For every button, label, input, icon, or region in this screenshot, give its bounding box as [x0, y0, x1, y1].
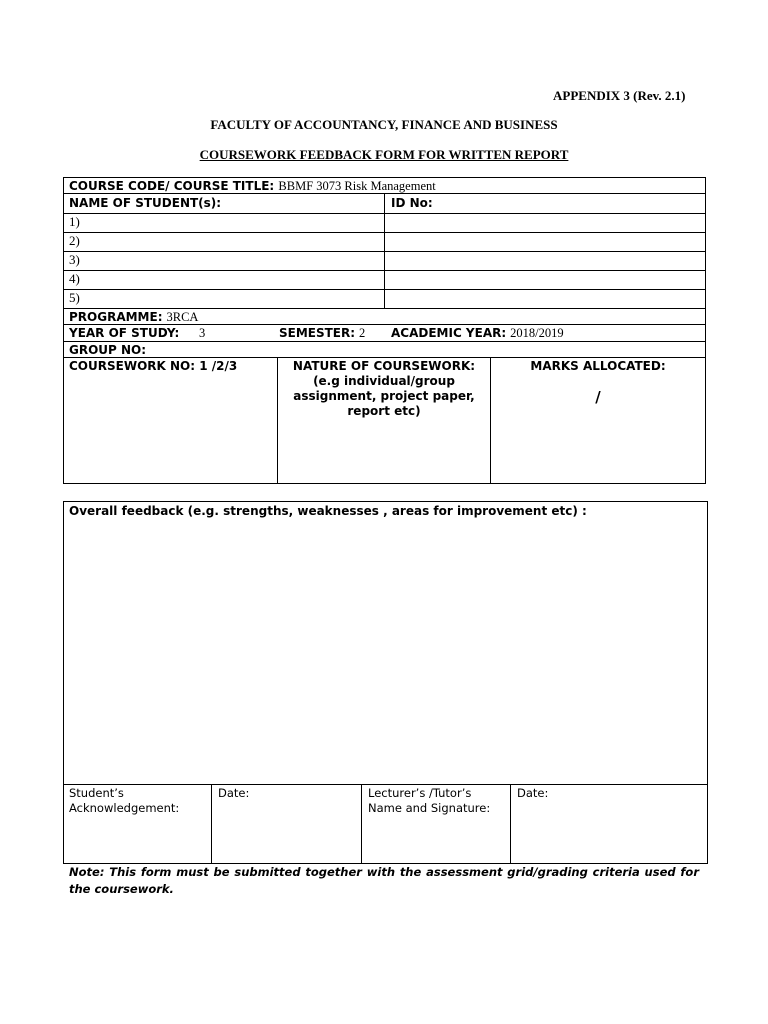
- course-row: [69, 179, 436, 193]
- student-ack-line-2: Acknowledgement:: [69, 801, 180, 815]
- student-ack-line-1: Student’s: [69, 786, 124, 800]
- nature-line-1: NATURE OF COURSEWORK:: [292, 359, 476, 373]
- student-row-5: 5): [69, 290, 80, 305]
- student-row-3: 3): [69, 252, 80, 267]
- year-of-study-label: YEAR OF STUDY:: [69, 326, 180, 340]
- date-label-2: Date:: [517, 786, 549, 800]
- form-title: COURSEWORK FEEDBACK FORM FOR WRITTEN REPORT: [199, 147, 569, 162]
- marks-value: /: [595, 388, 601, 406]
- submission-note: Note: This form must be submitted together with the assessment grid/grading criteria used for the coursework.: [69, 865, 699, 896]
- programme-row: [69, 310, 198, 324]
- programme-value: 3RCA: [166, 310, 199, 324]
- date-label-1: Date:: [218, 786, 250, 800]
- student-row-1: 1): [69, 214, 80, 229]
- lecturer-line-2: Name and Signature:: [368, 801, 491, 815]
- lecturer-signature: [368, 786, 490, 816]
- student-row-4: 4): [69, 271, 80, 286]
- student-row-2: 2): [69, 233, 80, 248]
- nature-line-3: assignment, project paper,: [293, 389, 475, 403]
- overall-feedback-label: Overall feedback (e.g. strengths, weaknesses , areas for improvement etc) :: [69, 504, 587, 518]
- academic-year-value: 2018/2019: [510, 326, 564, 340]
- programme-label: PROGRAMME:: [69, 310, 163, 324]
- marks-label: MARKS ALLOCATED:: [530, 359, 666, 373]
- semester-value: 2: [359, 326, 366, 340]
- nature-line-2: (e.g individual/group: [313, 374, 455, 388]
- student-id-header: ID No:: [391, 196, 433, 210]
- nature-line-4: report etc): [347, 404, 421, 418]
- course-value: BBMF 3073 Risk Management: [278, 179, 436, 193]
- academic-year-row: [391, 326, 564, 340]
- faculty-title: FACULTY OF ACCOUNTANCY, FINANCE AND BUSINESS: [210, 117, 558, 132]
- semester-label: SEMESTER:: [279, 326, 356, 340]
- marks-allocated: [491, 359, 705, 405]
- student-name-header: NAME OF STUDENT(s):: [69, 196, 222, 210]
- coursework-no-label: COURSEWORK NO: 1 /2/3: [69, 359, 238, 373]
- semester-row: [279, 326, 365, 340]
- student-acknowledgement: [69, 786, 179, 816]
- lecturer-line-1: Lecturer’s /Tutor’s: [368, 786, 472, 800]
- group-no-label: GROUP NO:: [69, 343, 147, 357]
- appendix-label: APPENDIX 3 (Rev. 2.1): [553, 88, 686, 103]
- nature-of-coursework: [278, 359, 490, 419]
- academic-year-label: ACADEMIC YEAR:: [391, 326, 507, 340]
- course-label: COURSE CODE/ COURSE TITLE:: [69, 179, 275, 193]
- year-of-study-value: 3: [199, 326, 206, 340]
